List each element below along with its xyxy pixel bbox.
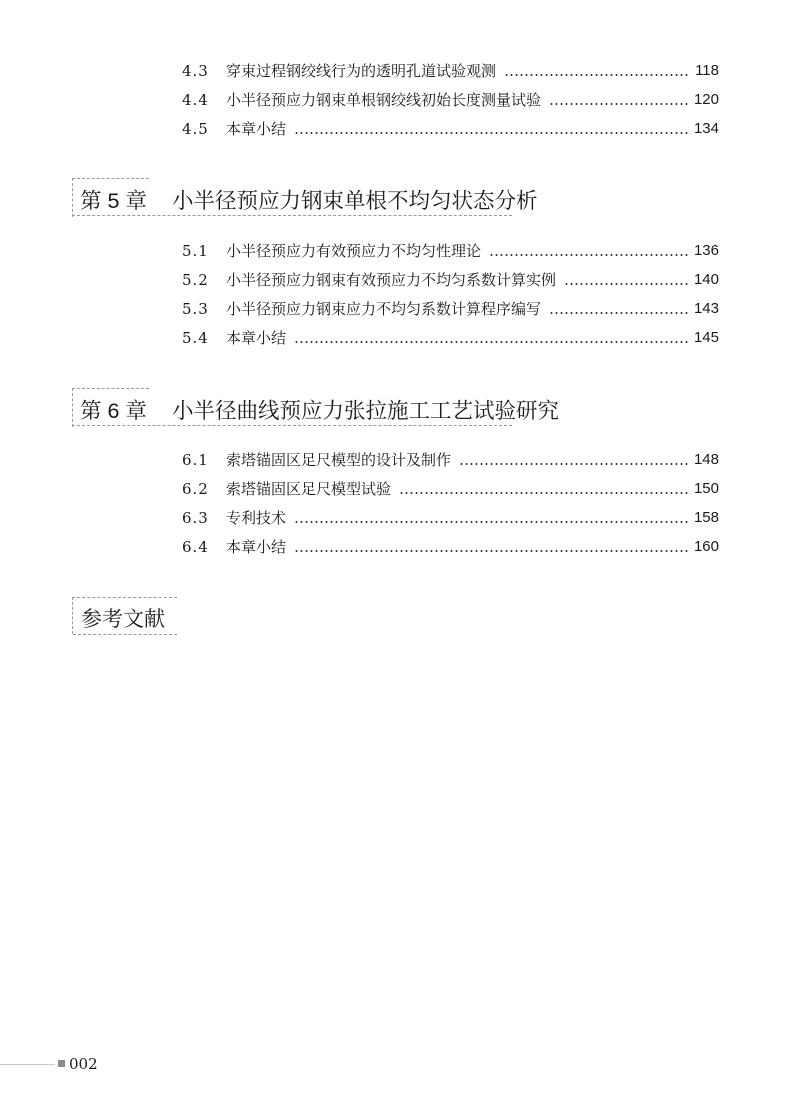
dot-leader xyxy=(549,311,688,315)
toc-entry-page: 150 xyxy=(693,480,719,497)
toc-entry[interactable] xyxy=(182,261,719,290)
toc-entry-number: 6.4 xyxy=(182,538,209,556)
toc-entry[interactable] xyxy=(182,290,719,319)
dot-leader xyxy=(489,253,688,257)
references-underline xyxy=(73,634,177,635)
toc-entry-title: 索塔锚固区足尺模型试验 xyxy=(226,480,392,498)
chapter-title: 小半径曲线预应力张拉施工工艺试验研究 xyxy=(172,399,560,423)
toc-entry[interactable] xyxy=(182,110,719,139)
dot-leader xyxy=(294,131,688,135)
toc-entry-number: 5.2 xyxy=(182,271,209,289)
toc-entry-title: 本章小结 xyxy=(226,538,287,556)
toc-entry[interactable] xyxy=(182,528,719,557)
toc-entry-page: 118 xyxy=(695,62,719,79)
dot-leader xyxy=(294,340,688,344)
references-heading[interactable] xyxy=(72,597,177,634)
toc-entry-number: 6.2 xyxy=(182,480,209,498)
dot-leader xyxy=(549,102,688,106)
toc-entry-title: 小半径预应力钢束应力不均匀系数计算程序编写 xyxy=(226,300,542,318)
page-number: 002 xyxy=(69,1055,98,1073)
toc-entry-number: 4.4 xyxy=(182,91,209,109)
toc-entry-title: 小半径预应力有效预应力不均匀性理论 xyxy=(226,242,482,260)
footer-rule xyxy=(0,1064,55,1065)
toc-entry-page: 140 xyxy=(693,271,719,288)
toc-entry[interactable] xyxy=(182,441,719,470)
chapter-label: 第 6 章 xyxy=(80,399,147,423)
toc-entry-number: 5.3 xyxy=(182,300,209,318)
dot-leader xyxy=(459,462,688,466)
toc-section-6 xyxy=(182,441,719,557)
toc-entry-title: 索塔锚固区足尺模型的设计及制作 xyxy=(226,451,452,469)
toc-entry-page: 134 xyxy=(693,120,719,137)
toc-entry[interactable] xyxy=(182,232,719,261)
chapter-5-heading[interactable] xyxy=(72,178,538,216)
toc-entry[interactable] xyxy=(182,319,719,348)
dot-leader xyxy=(294,549,688,553)
toc-entry-number: 6.3 xyxy=(182,509,209,527)
toc-entry[interactable] xyxy=(182,52,719,81)
toc-entry-title: 专利技术 xyxy=(226,509,287,527)
toc-entry-title: 小半径预应力钢束单根钢绞线初始长度测量试验 xyxy=(226,91,542,109)
toc-entry-number: 5.1 xyxy=(182,242,209,260)
references-label: 参考文献 xyxy=(81,608,165,631)
chapter-title: 小半径预应力钢束单根不均匀状态分析 xyxy=(172,189,538,213)
toc-entry[interactable] xyxy=(182,499,719,528)
toc-entry[interactable] xyxy=(182,470,719,499)
toc-entry-title: 穿束过程钢绞线行为的透明孔道试验观测 xyxy=(226,62,497,80)
dot-leader xyxy=(399,491,688,495)
chapter-6-heading[interactable] xyxy=(72,388,560,426)
toc-entry-page: 136 xyxy=(693,242,719,259)
dot-leader xyxy=(504,73,689,77)
dot-leader xyxy=(294,520,688,524)
footer-square-icon xyxy=(58,1060,65,1067)
toc-entry-page: 145 xyxy=(693,329,719,346)
toc-entry-page: 148 xyxy=(693,451,719,468)
toc-entry-page: 143 xyxy=(693,300,719,317)
dot-leader xyxy=(564,282,688,286)
toc-entry-page: 120 xyxy=(693,91,719,108)
toc-section-4 xyxy=(182,52,719,139)
toc-entry-number: 4.5 xyxy=(182,120,209,138)
chapter-underline xyxy=(72,215,512,216)
toc-entry[interactable] xyxy=(182,81,719,110)
toc-entry-title: 本章小结 xyxy=(226,329,287,347)
page-footer xyxy=(0,1055,120,1075)
toc-entry-number: 6.1 xyxy=(182,451,209,469)
toc-section-5 xyxy=(182,232,719,348)
chapter-label: 第 5 章 xyxy=(80,189,147,213)
toc-entry-page: 158 xyxy=(693,509,719,526)
toc-entry-number: 5.4 xyxy=(182,329,209,347)
toc-entry-number: 4.3 xyxy=(182,62,209,80)
toc-entry-title: 本章小结 xyxy=(226,120,287,138)
chapter-underline xyxy=(72,425,512,426)
toc-entry-page: 160 xyxy=(693,538,719,555)
toc-entry-title: 小半径预应力钢束有效预应力不均匀系数计算实例 xyxy=(226,271,557,289)
